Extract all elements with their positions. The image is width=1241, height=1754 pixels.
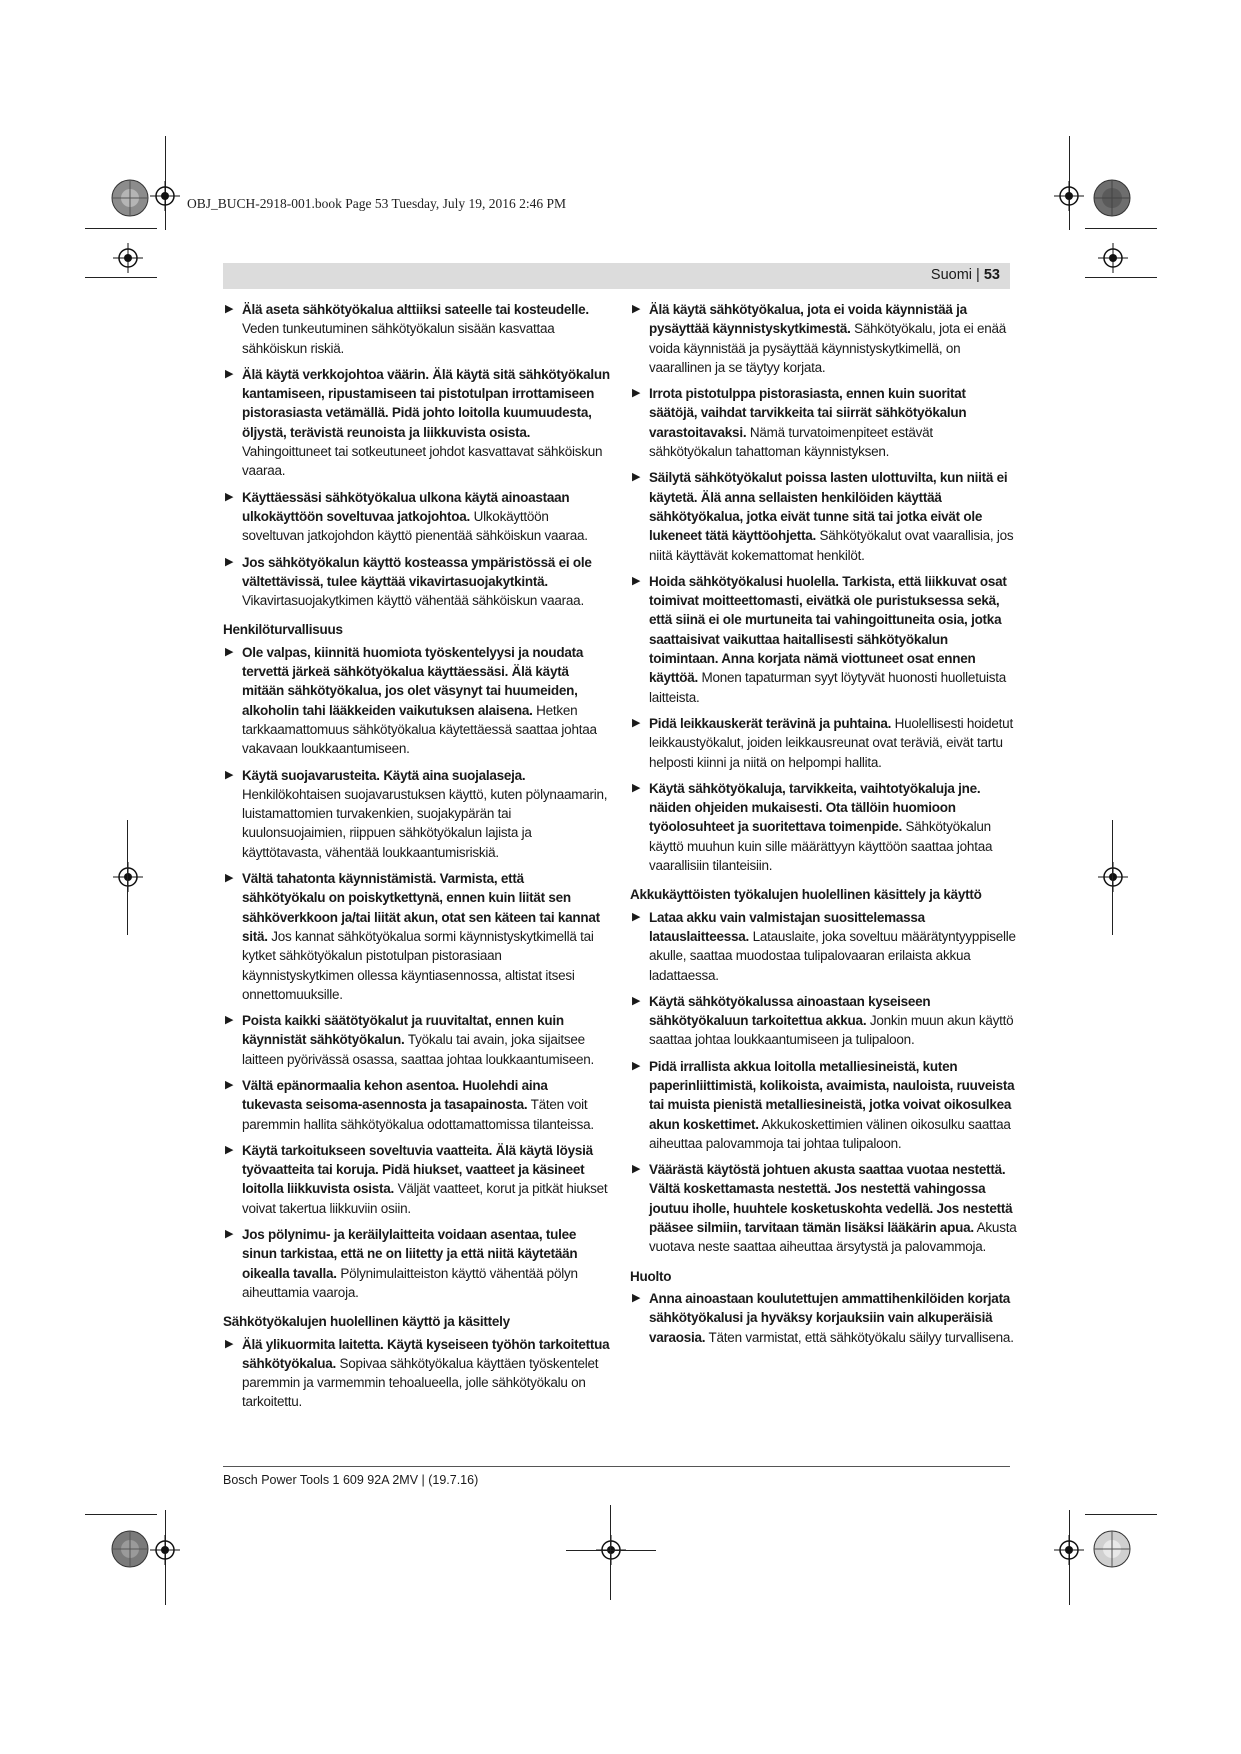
color-target-icon	[110, 1529, 150, 1569]
item-emphasis: Älä ylikuormita laitetta. Käytä kyseiseen työhön tarkoitettua sähkötyökalua.	[242, 1336, 610, 1371]
list-b	[630, 908, 1017, 1257]
safety-item	[630, 1160, 1017, 1256]
right-column	[630, 300, 1017, 1354]
bullet-arrow-icon: ▶	[225, 1337, 234, 1350]
color-target-icon	[1092, 178, 1132, 218]
safety-item	[630, 384, 1017, 461]
safety-item	[630, 300, 1017, 377]
safety-item	[630, 714, 1017, 772]
item-text: Nämä turvatoimenpiteet estävät sähkötyökalun tahattoman käynnistyksen.	[649, 424, 933, 460]
item-emphasis: Pidä leikkauskerät terävinä ja puhtaina.	[649, 715, 892, 731]
item-text: Sähkötyökalun käyttö muuhun kuin sille määrättyyn käyttöön saattaa johtaa vaarallisiin tilanteisiin.	[649, 819, 993, 874]
item-emphasis: Käytä tarkoitukseen soveltuvia vaatteita. Älä käytä löysiä työvaatteita tai koruja. Pidä hiukset, vaatteet ja käsineet loitolla liikkuvista osista.	[242, 1142, 593, 1197]
bullet-arrow-icon: ▶	[632, 994, 641, 1007]
item-text: Työkalu tai avain, joka sijaitsee laitteen pyörivässä osassa, saattaa johtaa loukkaantumiseen.	[242, 1032, 594, 1067]
item-emphasis: Käytä sähkötyökalussa ainoastaan kyseiseen sähkötyökaluun tarkoitettua akkua.	[649, 993, 931, 1029]
crosshair-icon	[1054, 1535, 1084, 1565]
item-text: Vahingoittuneet tai sotkeutuneet johdot kasvattavat sähköiskun vaaraa.	[242, 444, 603, 479]
item-text: Pölynimulaitteiston käyttö vähentää pölyn aiheuttamia vaaroja.	[242, 1265, 578, 1300]
item-text: Sopivaa sähkötyökalua käyttäen työskentelet paremmin ja varmemmin tehoalueella, jolle sähkötyökalu on tarkoitettu.	[242, 1355, 599, 1410]
bullet-arrow-icon: ▶	[225, 303, 234, 315]
item-text: Väljät vaatteet, korut ja pitkät hiukset voivat takertua liikkuviin osiin.	[242, 1181, 608, 1216]
item-emphasis: Älä käytä sähkötyökalua, jota ei voida käynnistää ja pysäyttää käynnistyskytkimestä.	[649, 302, 967, 337]
safety-item	[223, 300, 610, 358]
item-emphasis: Ole valpas, kiinnitä huomiota työskentelyysi ja noudata tervettä järkeä sähkötyökalua käyttäessäsi. Älä käytä mitään sähkötyökalua, jos olet väsynyt tai huumeiden, alkoholin tahi lääkkeiden vaikutuksen alaisena.	[242, 644, 584, 718]
section-heading-tool-use: Sähkötyökalujen huolellinen käyttö ja käsittely	[223, 1314, 510, 1330]
bullet-arrow-icon: ▶	[225, 872, 234, 885]
item-text: Sähkötyökalut ovat vaarallisia, jos niitä käyttävät kokemattomat henkilöt.	[649, 528, 1014, 563]
list-c	[630, 1289, 1017, 1347]
item-emphasis: Käyttäessäsi sähkötyökalua ulkona käytä ainoastaan ulkokäyttöön soveltuvaa jatkojohtoa.	[242, 489, 570, 524]
item-text: Jos kannat sähkötyökalua sormi käynnistyskytkimellä tai kytket sähkötyökalun pistotulpan pistorasiaan käynnistyskytkimen ollessa käyntiasennossa, altistat itsesi onnettomuuksille.	[242, 928, 594, 1002]
bullet-arrow-icon: ▶	[632, 1059, 641, 1072]
safety-item	[223, 643, 610, 759]
item-text: Sähkötyökalu, jota ei enää voida käynnistää ja pysäyttää käynnistyskytkimellä, on vaarallinen ja se täytyy korjata.	[649, 321, 1006, 375]
safety-item	[223, 869, 610, 1004]
item-text: Ulkokäyttöön soveltuvan jatkojohdon käyttö pienentää sähköiskun vaaraa.	[242, 508, 588, 544]
item-emphasis: Poista kaikki säätötyökalut ja ruuvitaltat, ennen kuin käynnistät sähkötyökalun.	[242, 1013, 564, 1048]
item-text: Veden tunkeutuminen sähkötyökalun sisään kasvattaa sähköiskun riskiä.	[242, 321, 555, 356]
safety-item	[630, 779, 1017, 875]
list-b	[223, 643, 610, 1303]
item-emphasis: Väärästä käytöstä johtuen akusta saattaa vuotaa nestettä. Vältä koskettamasta nestettä. Jos nestettä vahingossa joutuu iholle, huuhtele kosketuskohta vedellä. Jos nestettä pääsee silmiin, tarvitaan tämän lisäksi lääkärin apua.	[649, 1162, 1013, 1236]
color-target-icon	[110, 178, 150, 218]
crosshair-icon	[1054, 181, 1084, 211]
footer-rule	[223, 1466, 1010, 1467]
safety-item	[630, 1289, 1017, 1347]
item-emphasis: Käytä sähkötyökaluja, tarvikkeita, vaihtotyökaluja jne. näiden ohjeiden mukaisesti. Ota tällöin huomioon työolosuhteet ja suoritettava toimenpide.	[649, 780, 981, 835]
bullet-arrow-icon: ▶	[632, 471, 641, 484]
bullet-arrow-icon: ▶	[225, 1143, 234, 1156]
list-c	[223, 1335, 610, 1412]
safety-item	[223, 553, 610, 611]
safety-item	[223, 488, 610, 546]
bullet-arrow-icon: ▶	[632, 1163, 641, 1176]
bullet-arrow-icon: ▶	[225, 1078, 234, 1091]
item-text: Täten varmistat, että sähkötyökalu säilyy turvallisena.	[705, 1329, 1014, 1345]
crosshair-icon	[150, 1535, 180, 1565]
safety-item	[223, 365, 610, 481]
bullet-arrow-icon: ▶	[632, 574, 641, 587]
safety-item	[223, 1011, 610, 1069]
color-target-icon	[1092, 1529, 1132, 1569]
item-emphasis: Älä aseta sähkötyökalua alttiiksi sateelle tai kosteudelle.	[242, 302, 589, 317]
item-text: Henkilökohtaisen suojavarustuksen käyttö, kuten pölynaamarin, luistamattomien turvakenkien, suojakypärän tai kuulonsuojaimien, riippuen sähkötyökalun lajista ja käyttötavasta, vähentää loukkaantumisriskiä.	[242, 786, 608, 860]
safety-item	[223, 1141, 610, 1218]
bullet-arrow-icon: ▶	[225, 490, 234, 503]
bullet-arrow-icon: ▶	[632, 716, 641, 729]
item-emphasis: Älä käytä verkkojohtoa väärin. Älä käytä sitä sähkötyökalun kantamiseen, ripustamiseen tai pistotulpan irrottamiseen pistorasiasta vetämällä. Pidä johto loitolla kuumuudesta, öljystä, terävistä reunoista ja liikkuvista osista.	[242, 366, 610, 440]
bullet-arrow-icon: ▶	[632, 781, 641, 794]
bullet-arrow-icon: ▶	[632, 910, 641, 923]
bullet-arrow-icon: ▶	[632, 303, 641, 315]
item-emphasis: Pidä irrallista akkua loitolla metalliesineistä, kuten paperinliittimistä, kolikoista, avaimista, nauloista, ruuveista tai muista pienistä metalliesineistä, jotka voivat oikosulkea akun koskettimet.	[649, 1058, 1015, 1132]
safety-item	[630, 992, 1017, 1050]
item-emphasis: Säilytä sähkötyökalut poissa lasten ulottuvilta, kun niitä ei käytetä. Älä anna sellaisten henkilöiden käyttää sähkötyökalua, jotka eivät tunne sitä tai jotka eivät ole lukeneet tätä käyttöohjetta.	[649, 470, 1008, 544]
safety-item	[223, 1225, 610, 1302]
list-a	[630, 300, 1017, 875]
item-emphasis: Hoida sähkötyökalusi huolella. Tarkista, että liikkuvat osat toimivat moitteettomasti, eivätkä ole puristuksessa sekä, että siinä ei ole murtuneita tai vahingoittuneita osia, jotka saattaisivat vaikuttaa haitallisesti sähkötyökalun toimintaan. Anna korjata nämä viottuneet osat ennen käyttöä.	[649, 573, 1007, 686]
item-text: Jonkin muun akun käyttö saattaa johtaa loukkaantumiseen ja tulipaloon.	[649, 1013, 1014, 1048]
safety-item	[630, 468, 1017, 564]
crosshair-icon	[150, 181, 180, 211]
bullet-arrow-icon: ▶	[225, 645, 234, 658]
item-emphasis: Jos sähkötyökalun käyttö kosteassa ympäristössä ei ole vältettävissä, tulee käyttää vikavirtasuojakytkintä.	[242, 554, 592, 589]
bullet-arrow-icon: ▶	[225, 1228, 234, 1241]
safety-item	[630, 908, 1017, 985]
page-number: 53	[983, 267, 1000, 283]
bullet-arrow-icon: ▶	[225, 768, 234, 781]
header-separator: |	[976, 267, 980, 283]
item-emphasis: Anna ainoastaan koulutettujen ammattihenkilöiden korjata sähkötyökalusi ja hyväksy korjauksiin vain alkuperäisiä varaosia.	[649, 1290, 1011, 1345]
item-emphasis: Irrota pistotulppa pistorasiasta, ennen kuin suoritat säätöjä, vaihdat tarvikkeita tai siirrät sähkötyökalun varastoitavaksi.	[649, 386, 967, 440]
item-emphasis: Jos pölynimu- ja keräilylaitteita voidaan asentaa, tulee sinun tarkistaa, että ne on liitetty ja että niitä käytetään oikealla tavalla.	[242, 1227, 578, 1281]
item-text: Monen tapaturman syyt löytyvät huonosti huolletuista laitteista.	[649, 670, 1006, 705]
item-text: Akkukoskettimien välinen oikosulku saattaa aiheuttaa palovammoja tai johtaa tulipaloon.	[649, 1116, 1011, 1151]
list-a	[223, 300, 610, 610]
item-text: Akusta vuotava neste saattaa aiheuttaa ärsytystä ja palovammoja.	[649, 1220, 1017, 1255]
item-emphasis: Vältä epänormaalia kehon asentoa. Huolehdi aina tukevasta seisoma-asennosta ja tasapainosta.	[242, 1077, 548, 1113]
item-text: Vikavirtasuojakytkimen käyttö vähentää sähköiskun vaaraa.	[242, 593, 584, 609]
safety-item	[630, 1057, 1017, 1153]
left-column	[223, 300, 610, 1419]
crosshair-icon	[113, 243, 143, 273]
item-text: Latauslaite, joka soveltuu määrätyntyyppiselle akulle, saattaa muodostaa tulipalovaaran erilaista akkua ladattaessa.	[649, 928, 1016, 983]
item-emphasis: Käytä suojavarusteita. Käytä aina suojalaseja.	[242, 767, 526, 783]
bullet-arrow-icon: ▶	[632, 387, 641, 400]
bullet-arrow-icon: ▶	[632, 1291, 641, 1304]
bullet-arrow-icon: ▶	[225, 367, 234, 380]
item-text: Hetken tarkkaamattomuus sähkötyökalua käytettäessä saattaa johtaa vakavaan loukkaantumiseen.	[242, 702, 597, 757]
header-language: Suomi	[930, 267, 973, 283]
item-emphasis: Lataa akku vain valmistajan suosittelemassa latauslaitteessa.	[649, 909, 925, 944]
section-heading-service: Huolto	[630, 1268, 672, 1284]
section-heading-personal-safety: Henkilöturvallisuus	[223, 622, 343, 638]
bullet-arrow-icon: ▶	[225, 1014, 234, 1027]
safety-item	[223, 1335, 610, 1412]
page-header	[223, 263, 1010, 289]
safety-item	[630, 572, 1017, 707]
crosshair-icon	[1098, 243, 1128, 273]
safety-item	[223, 1076, 610, 1134]
bullet-arrow-icon: ▶	[225, 555, 234, 568]
section-heading-battery: Akkukäyttöisten työkalujen huolellinen käsittely ja käyttö	[630, 887, 982, 903]
print-slug: OBJ_BUCH-2918-001.book Page 53 Tuesday, July 19, 2016 2:46 PM	[187, 196, 567, 211]
item-text: Täten voit paremmin hallita sähkötyökalua odottamattomissa tilanteissa.	[242, 1097, 594, 1132]
item-text: Huolellisesti hoidetut leikkaustyökalut, joiden leikkausreunat ovat teräviä, eivät tartu helposti kiinni ja niitä on helpompi hallita.	[649, 715, 1013, 770]
item-emphasis: Vältä tahatonta käynnistämistä. Varmista, että sähkötyökalu on poiskytkettynä, ennen kuin liität sen sähköverkkoon ja/tai liität akun, otat sen käteen tai kannat sitä.	[242, 871, 600, 944]
crosshair-icon	[1098, 862, 1128, 892]
header-text	[931, 267, 1000, 283]
crosshair-icon	[113, 862, 143, 892]
safety-item	[223, 766, 610, 862]
page-footer: Bosch Power Tools 1 609 92A 2MV | (19.7.16)	[223, 1473, 479, 1487]
